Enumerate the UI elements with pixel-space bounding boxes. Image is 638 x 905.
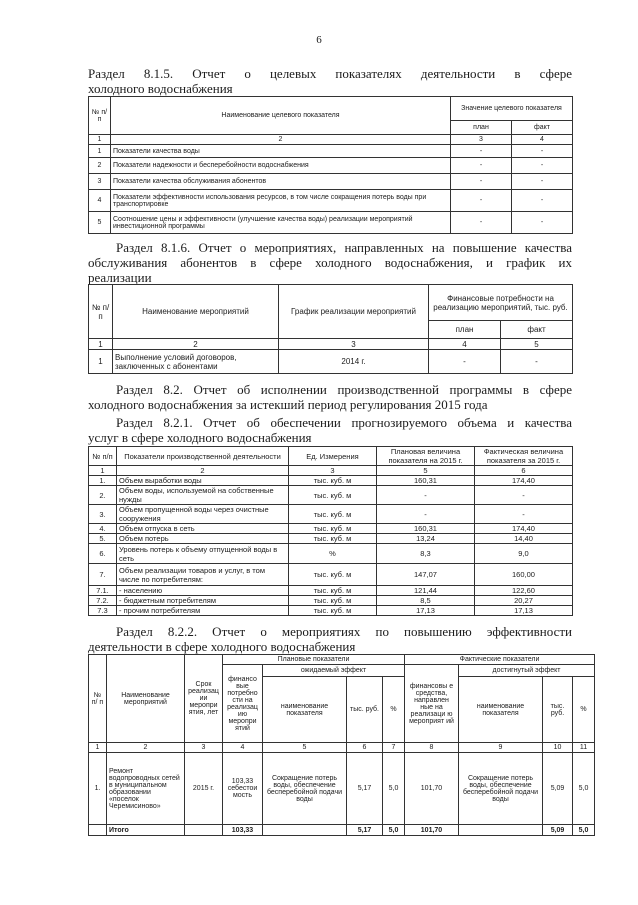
header-name: Наименование мероприятий — [113, 285, 279, 339]
section-822-title: Раздел 8.2.2. Отчет о мероприятиях по повышению эффективности — [116, 624, 572, 639]
row-unit: тыс. куб. м — [289, 534, 377, 544]
page-number: 6 — [316, 34, 322, 46]
header-planned: Плановые показатели — [223, 655, 405, 665]
row-name: Показатели надежности и бесперебойности водоснабжения — [111, 158, 451, 174]
row-plan-rub: 5,17 — [347, 753, 383, 825]
colnum: 5 — [501, 339, 573, 350]
table-row — [89, 753, 595, 825]
table-row — [89, 212, 573, 234]
table-row — [89, 505, 573, 524]
header-plan-finance: финансо вые потребно сти на реализац ию меропри ятий — [223, 665, 263, 743]
header-name: Наименование мероприятий — [107, 655, 185, 743]
row-num: 2. — [89, 486, 117, 505]
header-indicator-name: наименование показателя — [263, 677, 347, 743]
table-row — [89, 486, 573, 505]
colnum: 5 — [263, 743, 347, 753]
header-name: Наименование целевого показателя — [111, 97, 451, 135]
row-name: Показатели качества обслуживания абонентов — [111, 174, 451, 190]
header-num: № п/п — [89, 97, 111, 135]
colnum: 1 — [89, 466, 117, 476]
header-percent: % — [383, 677, 405, 743]
row-num: 1. — [89, 753, 107, 825]
row-plan: - — [451, 174, 512, 190]
colnum: 8 — [405, 743, 459, 753]
row-plan: - — [377, 505, 475, 524]
header-num: № п/ п — [89, 655, 107, 743]
row-unit: тыс. куб. м — [289, 596, 377, 606]
row-name: Выполнение условий договоров, заключенных с абонентами — [113, 350, 279, 374]
row-plan-finance: 103,33 себестои мость — [223, 753, 263, 825]
colnum: 6 — [347, 743, 383, 753]
header-fact: факт — [501, 321, 573, 339]
table-row — [89, 158, 573, 174]
colnum: 3 — [185, 743, 223, 753]
total-plan-rub: 5,17 — [347, 825, 383, 836]
row-fact: 160,00 — [475, 564, 573, 586]
row-plan: 160,31 — [377, 524, 475, 534]
row-name: Объем пропущенной воды через очистные сооружения — [117, 505, 289, 524]
row-fact: - — [512, 190, 573, 212]
row-plan: 13,24 — [377, 534, 475, 544]
colnum: 3 — [289, 466, 377, 476]
row-num: 6. — [89, 544, 117, 564]
header-fact: Фактическая величина показателя за 2015 г. — [475, 447, 573, 466]
section-815-title-cont: холодного водоснабжения — [88, 81, 233, 96]
colnum: 2 — [111, 135, 451, 145]
row-plan: - — [451, 145, 512, 158]
row-num: 4. — [89, 524, 117, 534]
row-fact-rub: 5,09 — [543, 753, 573, 825]
table-row — [89, 606, 573, 616]
row-plan: - — [451, 212, 512, 234]
efficiency-measures-table — [88, 654, 595, 836]
header-fact: факт — [512, 121, 573, 135]
row-plan: - — [377, 486, 475, 505]
table-row — [89, 524, 573, 534]
row-fact: - — [512, 174, 573, 190]
total-plan-finance: 103,33 — [223, 825, 263, 836]
row-num: 3 — [89, 174, 111, 190]
section-821-title-cont: услуг в сфере холодного водоснабжения — [88, 430, 312, 445]
table-row — [89, 145, 573, 158]
header-schedule: График реализации мероприятий — [279, 285, 429, 339]
colnum: 5 — [377, 466, 475, 476]
row-num: 3. — [89, 505, 117, 524]
service-quality-measures-table — [88, 284, 573, 374]
row-fact: 174,40 — [475, 476, 573, 486]
colnum: 9 — [459, 743, 543, 753]
row-num: 5 — [89, 212, 111, 234]
row-fact-pct: 5,0 — [573, 753, 595, 825]
colnum: 4 — [512, 135, 573, 145]
table-row — [89, 544, 573, 564]
header-finance: Финансовые потребности на реализацию мероприятий, тыс. руб. — [429, 285, 573, 321]
colnum: 4 — [223, 743, 263, 753]
row-name: Ремонт водопроводных сетей в муниципальном образовании «поселок Черемисиново» — [107, 753, 185, 825]
row-name: Объем выработки воды — [117, 476, 289, 486]
row-fact: 17,13 — [475, 606, 573, 616]
row-plan: 8,3 — [377, 544, 475, 564]
row-fact: - — [512, 158, 573, 174]
section-816-title-cont: обслуживания абонентов в сфере холодного водоснабжения, и график их — [88, 255, 572, 270]
row-name: - населению — [117, 586, 289, 596]
row-num: 7.3 — [89, 606, 117, 616]
row-plan-indicator: Сокращение потерь воды, обеспечение бесперебойной подачи воды — [263, 753, 347, 825]
total-plan-pct: 5,0 — [383, 825, 405, 836]
table-row — [89, 174, 573, 190]
row-name: Уровень потерь к объему отпущенной воды в сеть — [117, 544, 289, 564]
row-unit: тыс. куб. м — [289, 476, 377, 486]
section-815-title: Раздел 8.1.5. Отчет о целевых показателях деятельности в сфере — [88, 66, 572, 81]
row-plan: 160,31 — [377, 476, 475, 486]
table-row — [89, 476, 573, 486]
row-plan: - — [451, 190, 512, 212]
row-fact: 9,0 — [475, 544, 573, 564]
colnum: 1 — [89, 135, 111, 145]
row-unit: тыс. куб. м — [289, 524, 377, 534]
row-num: 7.2. — [89, 596, 117, 606]
row-num: 1 — [89, 145, 111, 158]
total-row — [89, 825, 595, 836]
row-name: Объем воды, используемой на собственные нужды — [117, 486, 289, 505]
row-fact: - — [475, 505, 573, 524]
row-unit: тыс. куб. м — [289, 486, 377, 505]
table-row — [89, 586, 573, 596]
row-unit: тыс. куб. м — [289, 564, 377, 586]
total-label: Итого — [107, 825, 185, 836]
target-indicators-table — [88, 96, 573, 234]
row-fact: - — [475, 486, 573, 505]
row-name: Показатели эффективности использования ресурсов, в том числе сокращения потерь воды при транспортировке — [111, 190, 451, 212]
header-thousand-rub: тыс. руб. — [543, 677, 573, 743]
row-fact: 14,40 — [475, 534, 573, 544]
table-row — [89, 190, 573, 212]
row-term: 2015 г. — [185, 753, 223, 825]
table-row — [89, 534, 573, 544]
colnum: 2 — [113, 339, 279, 350]
row-num: 7.1. — [89, 586, 117, 596]
colnum: 2 — [117, 466, 289, 476]
colnum: 2 — [107, 743, 185, 753]
row-fact-indicator: Сокращение потерь воды, обеспечение бесперебойной подачи воды — [459, 753, 543, 825]
colnum: 1 — [89, 743, 107, 753]
row-num: 1 — [89, 350, 113, 374]
section-816-title: Раздел 8.1.6. Отчет о мероприятиях, направленных на повышение качества — [116, 240, 572, 255]
colnum: 6 — [475, 466, 573, 476]
header-name: Показатели производственной деятельности — [117, 447, 289, 466]
colnum: 4 — [429, 339, 501, 350]
row-fact: 20,27 — [475, 596, 573, 606]
row-fact: - — [512, 212, 573, 234]
row-name: Объем потерь — [117, 534, 289, 544]
header-num: № п/п — [89, 447, 117, 466]
header-percent: % — [573, 677, 595, 743]
row-fact-finance: 101,70 — [405, 753, 459, 825]
row-num: 7. — [89, 564, 117, 586]
row-plan: 8,5 — [377, 596, 475, 606]
header-fact-finance: финансовы е средства, направлен ные на реализаци ю мероприят ий — [405, 665, 459, 743]
total-fact-pct: 5,0 — [573, 825, 595, 836]
row-unit: тыс. куб. м — [289, 505, 377, 524]
header-expected-effect: ожидаемый эффект — [263, 665, 405, 677]
header-plan: план — [451, 121, 512, 135]
row-unit: % — [289, 544, 377, 564]
row-plan: 17,13 — [377, 606, 475, 616]
row-name: Объем реализации товаров и услуг, в том числе по потребителям: — [117, 564, 289, 586]
row-fact: 122,60 — [475, 586, 573, 596]
row-schedule: 2014 г. — [279, 350, 429, 374]
header-actual: Фактические показатели — [405, 655, 595, 665]
colnum: 11 — [573, 743, 595, 753]
table-row — [89, 564, 573, 586]
row-num: 1. — [89, 476, 117, 486]
row-plan: - — [451, 158, 512, 174]
section-821-title: Раздел 8.2.1. Отчет об обеспечении прогнозируемого объема и качества — [116, 415, 572, 430]
colnum: 7 — [383, 743, 405, 753]
row-plan: 147,07 — [377, 564, 475, 586]
table-row — [89, 596, 573, 606]
header-value: Значение целевого показателя — [451, 97, 573, 121]
row-num: 2 — [89, 158, 111, 174]
header-plan: Плановая величина показателя на 2015 г. — [377, 447, 475, 466]
header-indicator-name: наименование показателя — [459, 677, 543, 743]
production-volume-table — [88, 446, 573, 616]
row-plan: - — [429, 350, 501, 374]
row-name: Показатели качества воды — [111, 145, 451, 158]
row-name: - прочим потребителям — [117, 606, 289, 616]
header-num: № п/п — [89, 285, 113, 339]
row-num: 5. — [89, 534, 117, 544]
section-816-title-cont2: реализации — [88, 270, 152, 285]
section-822-title-cont: деятельности в сфере холодного водоснабжения — [88, 639, 356, 654]
row-fact: - — [501, 350, 573, 374]
row-fact: - — [512, 145, 573, 158]
row-unit: тыс. куб. м — [289, 606, 377, 616]
row-name: - бюджетным потребителям — [117, 596, 289, 606]
colnum: 10 — [543, 743, 573, 753]
table-row — [89, 350, 573, 374]
header-thousand-rub: тыс. руб. — [347, 677, 383, 743]
row-num: 4 — [89, 190, 111, 212]
section-82-title: Раздел 8.2. Отчет об исполнении производственной программы в сфере — [116, 382, 572, 397]
row-plan: 121,44 — [377, 586, 475, 596]
header-achieved-effect: достигнутый эффект — [459, 665, 595, 677]
row-name: Объем отпуска в сеть — [117, 524, 289, 534]
colnum: 3 — [451, 135, 512, 145]
colnum: 3 — [279, 339, 429, 350]
total-fact-rub: 5,09 — [543, 825, 573, 836]
row-unit: тыс. куб. м — [289, 586, 377, 596]
header-plan: план — [429, 321, 501, 339]
header-unit: Ед. Измерения — [289, 447, 377, 466]
row-plan-pct: 5,0 — [383, 753, 405, 825]
colnum: 1 — [89, 339, 113, 350]
header-term: Срок реализац ии меропри ятия, лет — [185, 655, 223, 743]
section-82-title-cont: холодного водоснабжения за истекший период регулирования 2015 года — [88, 397, 488, 412]
row-fact: 174,40 — [475, 524, 573, 534]
row-name: Соотношение цены и эффективности (улучшение качества воды) реализации мероприятий инвестиционной программы — [111, 212, 451, 234]
total-fact-finance: 101,70 — [405, 825, 459, 836]
